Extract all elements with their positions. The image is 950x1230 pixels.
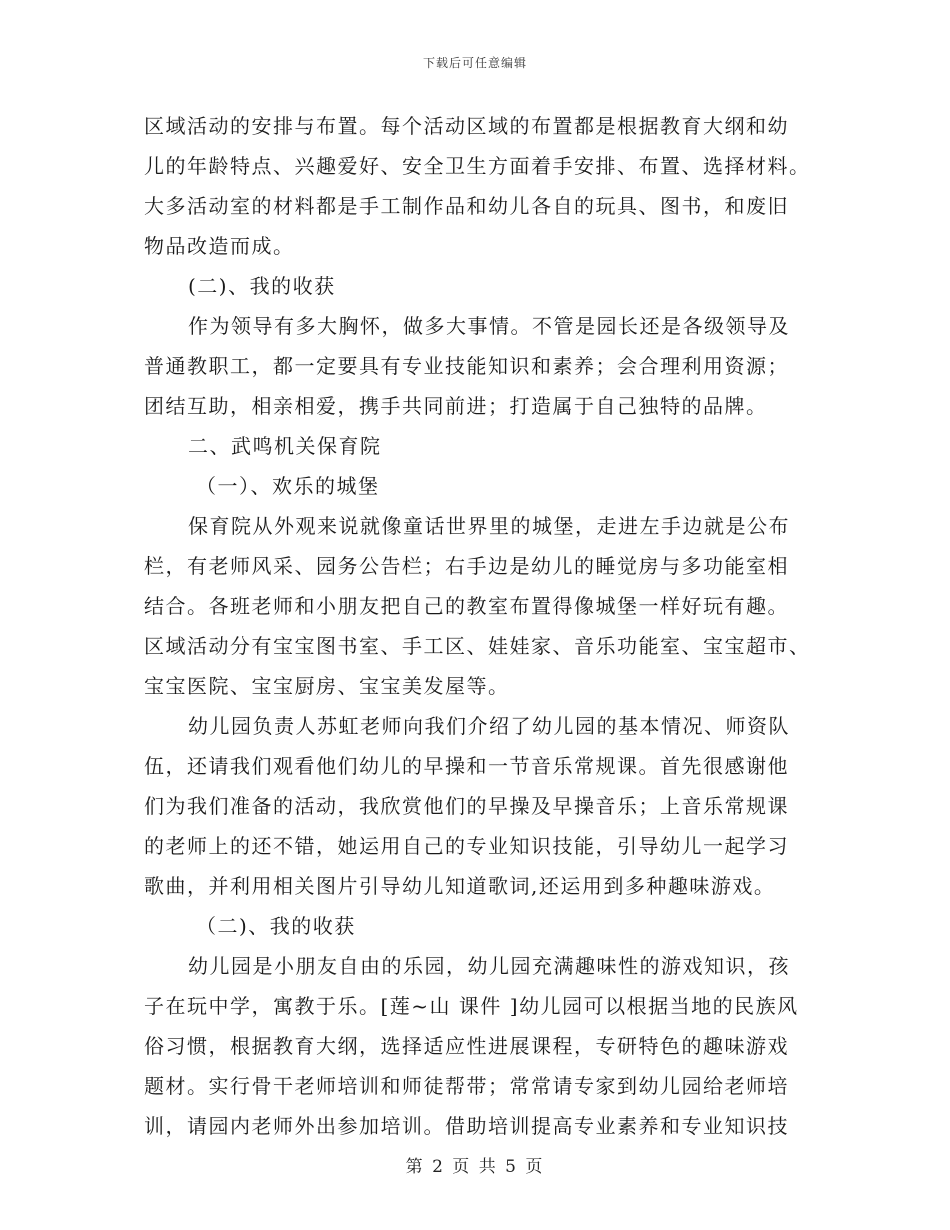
text-line: 们为我们准备的活动，我欣赏他们的早操及早操音乐；上音乐常规课 — [144, 794, 789, 818]
text-line: 儿的年龄特点、兴趣爱好、安全卫生方面着手安排、布置、选择材料。 — [144, 154, 811, 178]
text-line: 子在玩中学，寓教于乐。[莲~山 课件 ]幼儿园可以根据当地的民族风 — [144, 994, 799, 1018]
page-number-footer: 第 2 页 共 5 页 — [405, 1157, 545, 1177]
text-line: 区域活动分有宝宝图书室、手工区、娃娃家、音乐功能室、宝宝超市、 — [144, 634, 811, 658]
text-line: 团结互助，相亲相爱，携手共同前进；打造属于自己独特的品牌。 — [144, 394, 768, 418]
text-line: 普通教职工，都一定要具有专业技能知识和素养；会合理利用资源； — [144, 354, 789, 378]
text-line: 区域活动的安排与布置。每个活动区域的布置都是根据教育大纲和幼 — [144, 114, 789, 138]
text-line: 结合。各班老师和小朋友把自己的教室布置得像城堡一样好玩有趣。 — [144, 594, 789, 618]
text-line: 歌曲，并利用相关图片引导幼儿知道歌词,还运用到多种趣味游戏。 — [144, 874, 776, 898]
text-line: 训，请园内老师外出参加培训。借助培训提高专业素养和专业知识技 — [144, 1114, 789, 1138]
section-heading: 二、武鸣机关保育院 — [188, 434, 382, 458]
text-line: 保育院从外观来说就像童话世界里的城堡，走进左手边就是公布 — [188, 514, 790, 538]
text-line: 伍，还请我们观看他们幼儿的早操和一节音乐常规课。首先很感谢他 — [144, 754, 789, 778]
text-line: 宝宝医院、宝宝厨房、宝宝美发屋等。 — [144, 674, 510, 698]
text-line: 大多活动室的材料都是手工制作品和幼儿各自的玩具、图书，和废旧 — [144, 194, 789, 218]
text-line: 题材。实行骨干老师培训和师徒帮带；常常请专家到幼儿园给老师培 — [144, 1074, 789, 1098]
text-line: 幼儿园负责人苏虹老师向我们介绍了幼儿园的基本情况、师资队 — [188, 714, 790, 738]
text-line: 幼儿园是小朋友自由的乐园，幼儿园充满趣味性的游戏知识，孩 — [188, 954, 790, 978]
page-header: 下载后可任意编辑 — [422, 56, 527, 70]
subsection-heading: （一）、欢乐的城堡 — [196, 474, 380, 498]
text-line: 物品改造而成。 — [144, 234, 295, 258]
text-line: 俗习惯，根据教育大纲，选择适应性进展课程，专研特色的趣味游戏 — [144, 1034, 789, 1058]
document-body — [144, 106, 824, 1146]
section-heading: (二)、我的收获 — [188, 274, 336, 298]
text-line: 的老师上的还不错，她运用自己的专业知识技能，引导幼儿一起学习 — [144, 834, 789, 858]
text-line: 作为领导有多大胸怀，做多大事情。不管是园长还是各级领导及 — [188, 314, 790, 338]
text-line: 栏，有老师风采、园务公告栏；右手边是幼儿的睡觉房与多功能室相 — [144, 554, 789, 578]
subsection-heading: （二)、我的收获 — [196, 914, 356, 938]
